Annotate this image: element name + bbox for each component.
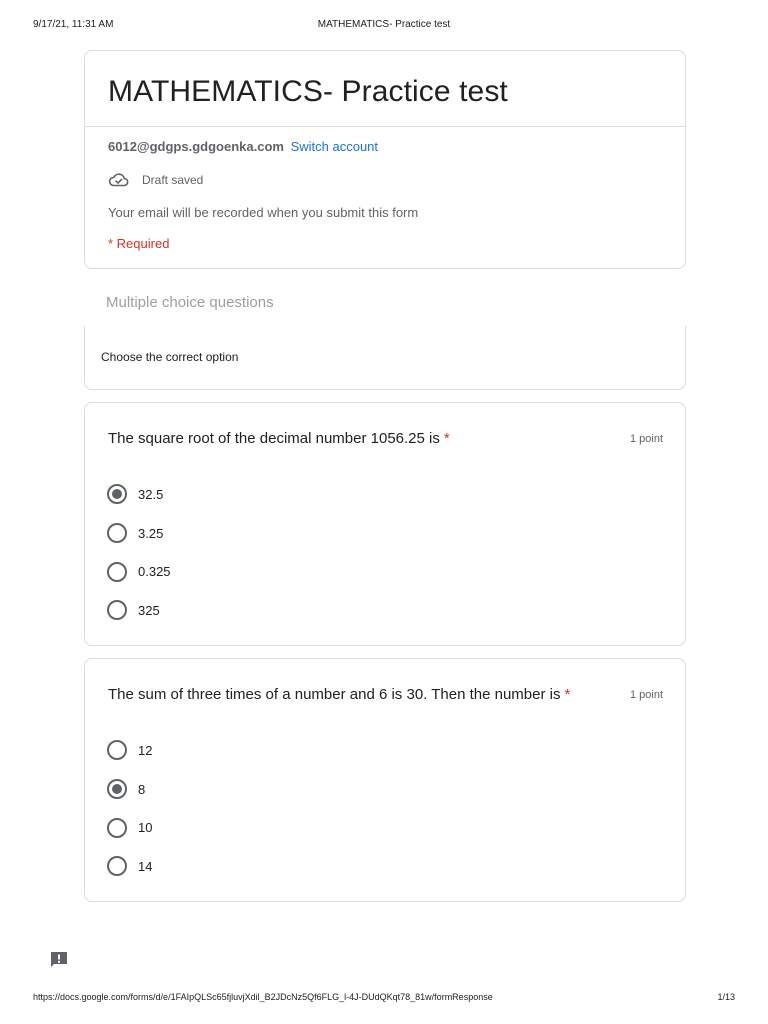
- section-description: Choose the correct option: [101, 350, 239, 364]
- print-title: MATHEMATICS- Practice test: [317, 19, 451, 30]
- email-record-note: Your email will be recorded when you submit this form: [108, 205, 419, 220]
- form-header-card: [84, 50, 686, 269]
- option-label: 8: [138, 781, 146, 797]
- option-label: 14: [138, 858, 153, 874]
- question-points: 1 point: [629, 689, 663, 701]
- radio-button[interactable]: [107, 600, 127, 620]
- radio-button[interactable]: [107, 523, 127, 543]
- radio-option[interactable]: [107, 847, 152, 886]
- account-line: [108, 139, 378, 154]
- question-title: [108, 430, 450, 447]
- radio-option[interactable]: [107, 552, 171, 591]
- question-points: 1 point: [629, 433, 663, 445]
- required-note: * Required: [108, 236, 170, 251]
- section-title: Multiple choice questions: [106, 294, 274, 311]
- print-footer: [33, 992, 735, 1006]
- question-text: The sum of three times of a number and 6 is 30. Then the number is: [108, 686, 561, 703]
- question-card: [84, 402, 686, 646]
- required-marker: *: [564, 686, 571, 703]
- radio-option[interactable]: [107, 475, 171, 514]
- radio-option[interactable]: [107, 731, 152, 770]
- radio-option[interactable]: [107, 591, 171, 630]
- feedback-icon[interactable]: [49, 950, 69, 970]
- question-card: [84, 658, 686, 902]
- option-label: 325: [138, 602, 160, 618]
- print-header: [33, 19, 735, 33]
- cloud-check-icon: [108, 171, 130, 189]
- radio-option[interactable]: [107, 808, 152, 847]
- radio-group: [107, 475, 171, 630]
- option-label: 3.25: [138, 525, 164, 541]
- radio-button-checked[interactable]: [107, 779, 127, 799]
- header-divider: [85, 126, 685, 127]
- required-marker: *: [443, 430, 450, 447]
- draft-status: [108, 170, 203, 190]
- question-text: The square root of the decimal number 1056.25 is: [108, 430, 440, 447]
- option-label: 10: [138, 820, 153, 836]
- option-label: 32.5: [138, 486, 164, 502]
- radio-group: [107, 731, 152, 886]
- print-date: 9/17/21, 11:31 AM: [33, 19, 114, 30]
- radio-button-checked[interactable]: [107, 484, 127, 504]
- option-label: 12: [138, 742, 153, 758]
- radio-button[interactable]: [107, 562, 127, 582]
- radio-button[interactable]: [107, 818, 127, 838]
- radio-button[interactable]: [107, 856, 127, 876]
- form-title: MATHEMATICS- Practice test: [108, 75, 508, 108]
- radio-button[interactable]: [107, 740, 127, 760]
- account-email: 6012@gdgps.gdgoenka.com: [108, 139, 284, 154]
- radio-option[interactable]: [107, 514, 171, 553]
- radio-option[interactable]: [107, 770, 152, 809]
- draft-status-text: Draft saved: [142, 173, 204, 187]
- section-description-card: [84, 326, 686, 390]
- switch-account-link[interactable]: Switch account: [290, 139, 379, 154]
- print-page-number: 1/13: [717, 992, 735, 1002]
- question-title: [108, 686, 570, 703]
- option-label: 0.325: [138, 564, 171, 580]
- print-url: https://docs.google.com/forms/d/e/1FAIpQLSc65fjluvjXdil_B2JDcNz5Qf6FLG_l-4J-DUdQKqt78_81w/formResponse: [33, 992, 493, 1002]
